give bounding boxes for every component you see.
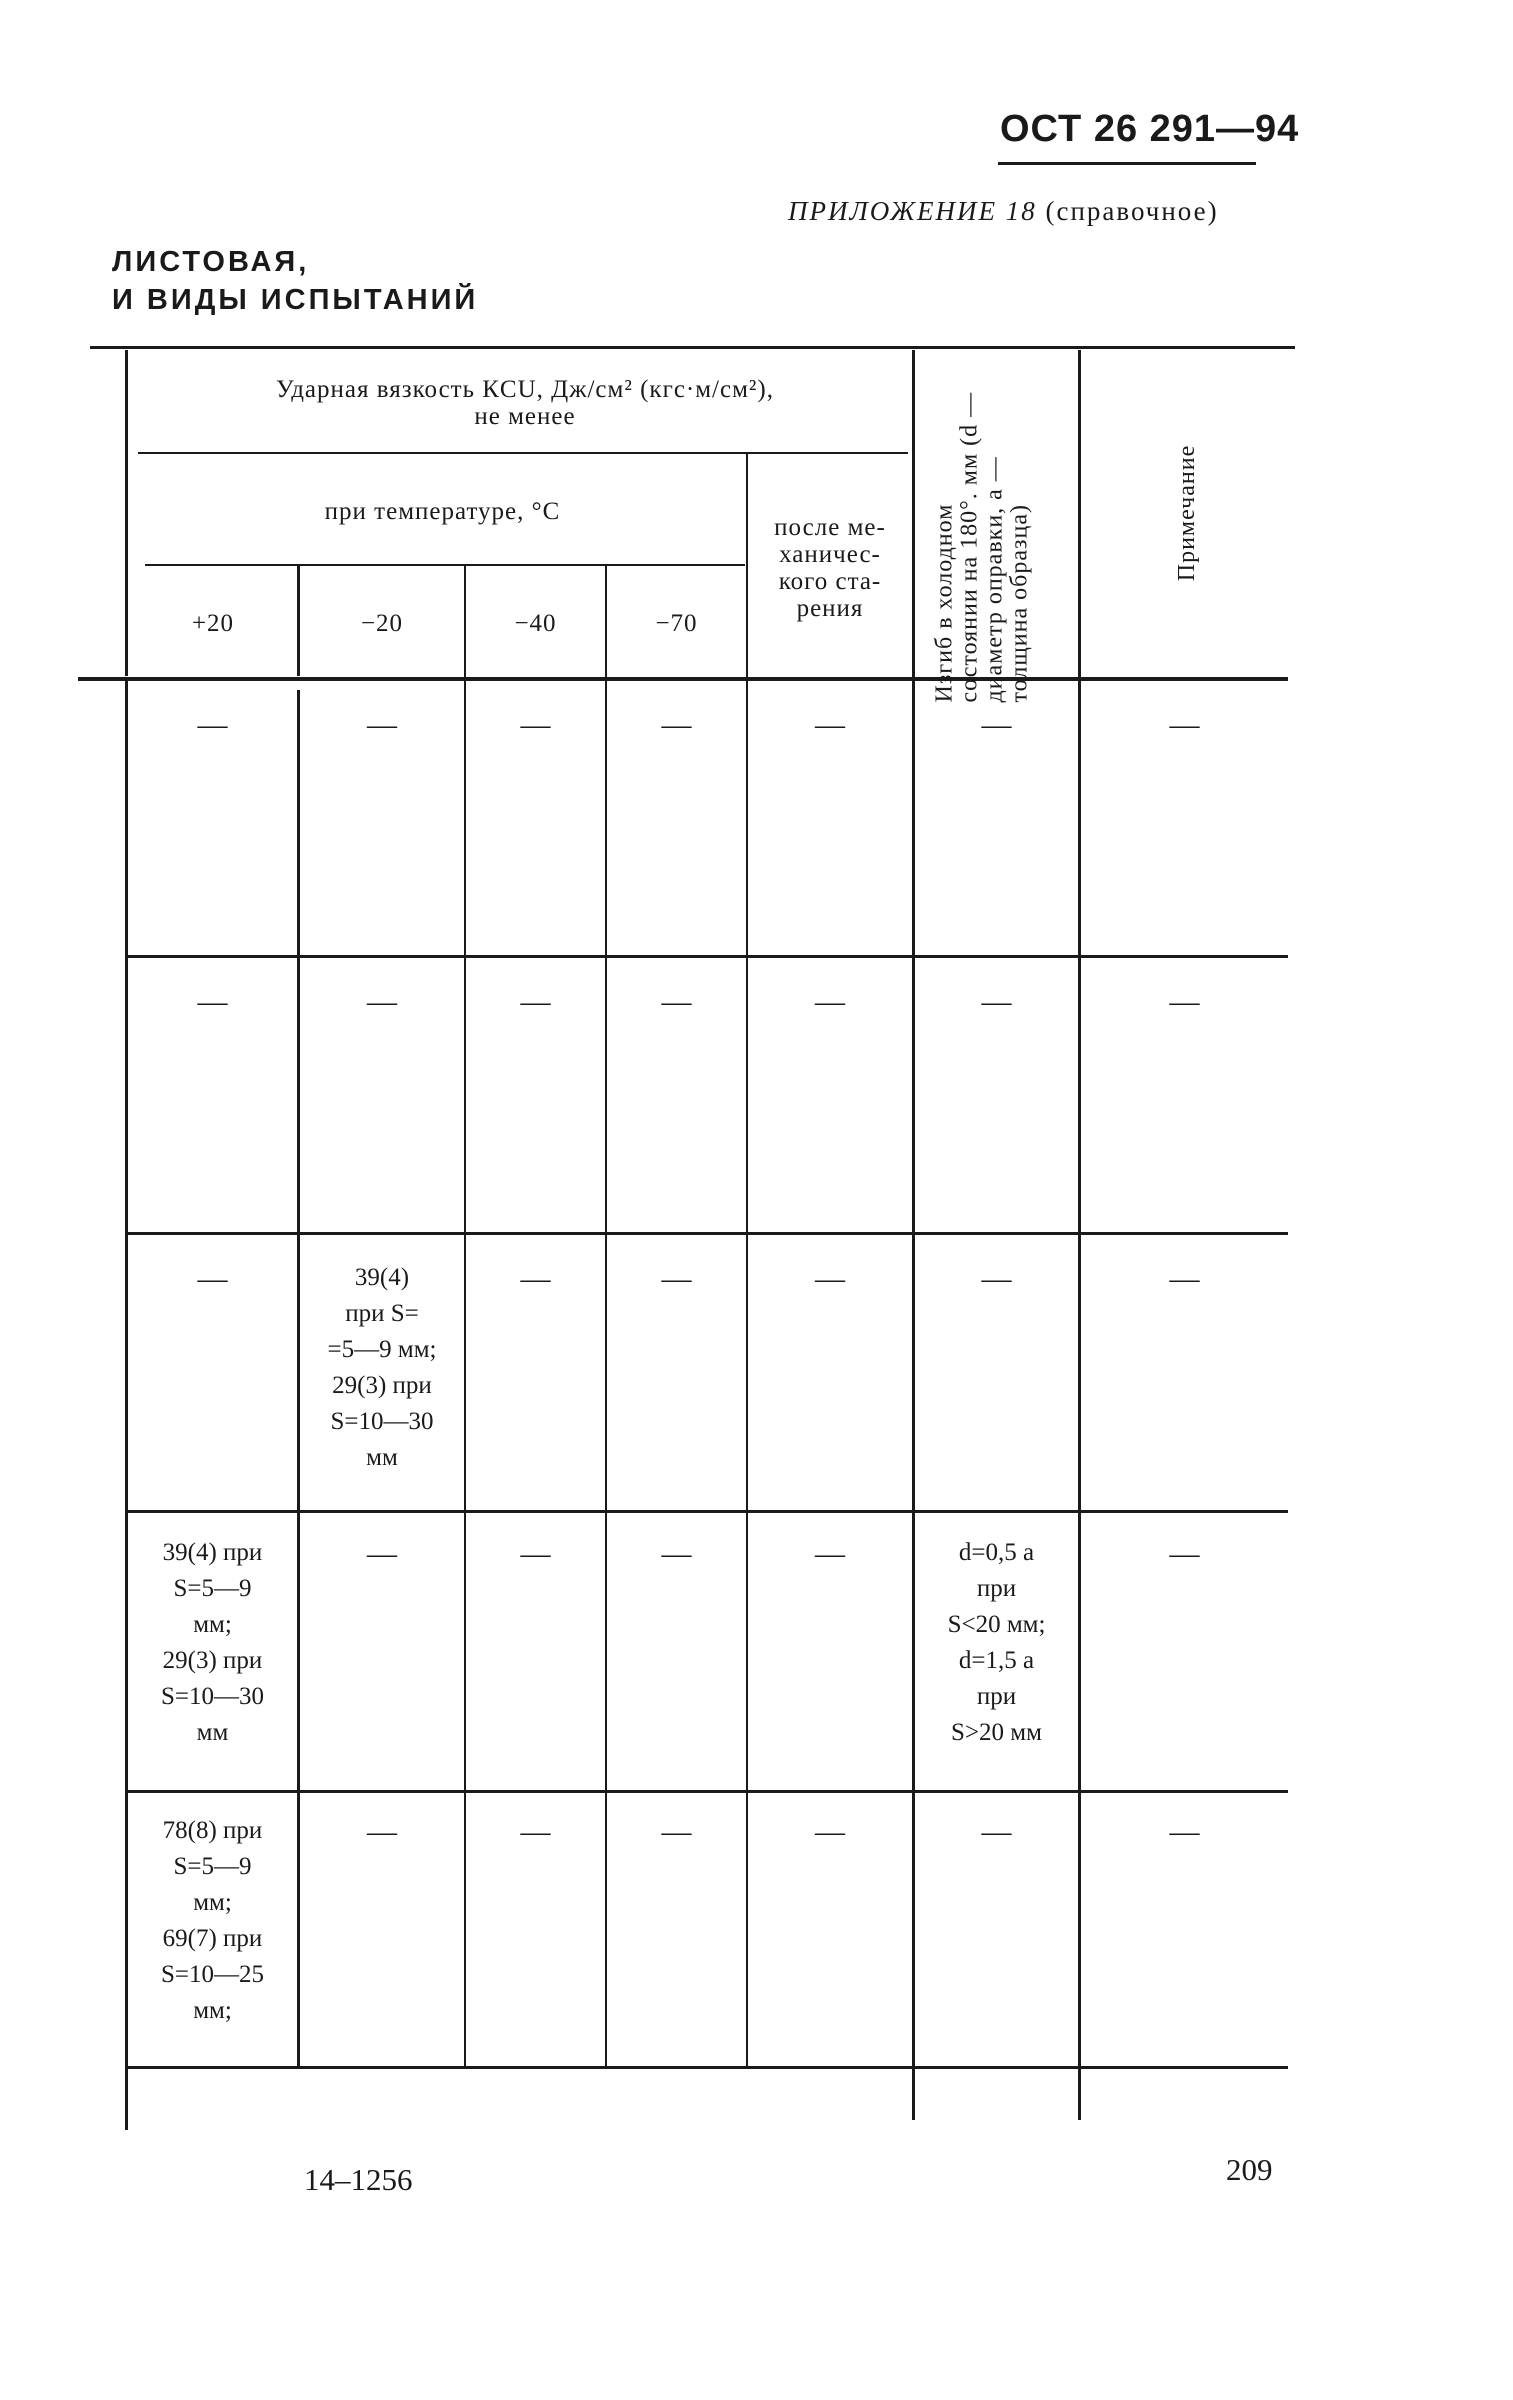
- table-cell-aging: [748, 987, 912, 1017]
- temp-plus20-header: +20: [191, 610, 235, 637]
- table-cell-line: —: [661, 708, 692, 741]
- table-cell-tm40: [466, 1539, 605, 1569]
- table-cell-line: —: [815, 985, 845, 1018]
- table-cell-line: —: [520, 708, 551, 741]
- table-cell-tm20: [300, 710, 464, 740]
- table-cell-line: S=5—9: [173, 1575, 252, 1602]
- table-cell-line: S>20 мм: [951, 1719, 1042, 1746]
- table-cell-line: d=0,5 а: [958, 1539, 1035, 1566]
- appendix-type: (справочное): [1045, 196, 1219, 226]
- row-rule-1: [128, 955, 1288, 958]
- table-cell-line: при: [976, 1683, 1017, 1710]
- table-cell-line: —: [815, 1537, 845, 1570]
- row-rule-5: [128, 2066, 1288, 2069]
- table-cell-line: 39(4) при: [162, 1539, 263, 1566]
- table-cell-line: S=5—9: [173, 1853, 252, 1880]
- table-cell-t20: [128, 1264, 297, 1294]
- table-cell-line: —: [981, 1262, 1012, 1295]
- table-cell-line: —: [520, 1537, 551, 1570]
- table-cell-line: 39(4): [354, 1264, 410, 1291]
- row-rule-4: [128, 1790, 1288, 1793]
- table-cell-line: —: [197, 708, 228, 741]
- table-cell-line: 69(7) при: [162, 1925, 263, 1952]
- title-line-1: ЛИСТОВАЯ,: [112, 246, 310, 278]
- table-cell-tm70: [607, 710, 746, 740]
- table-cell-line: —: [661, 1537, 692, 1570]
- table-top-rule: [90, 346, 1295, 349]
- table-cell-tm70: [607, 1817, 746, 1847]
- table-cell-line: —: [1169, 985, 1200, 1018]
- table-cell-t20: [128, 987, 297, 1017]
- note-header: Примечание: [1174, 444, 1200, 582]
- table-cell-note: [1081, 710, 1288, 740]
- table-cell-bend: [915, 710, 1078, 740]
- table-cell-line: —: [815, 1815, 845, 1848]
- impact-header-line-1: Ударная вязкость КCU, Дж/см² (кгс·м/см²),: [276, 376, 774, 403]
- table-cell-line: —: [981, 1815, 1012, 1848]
- table-cell-line: —: [815, 708, 845, 741]
- row-rule-2: [128, 1232, 1288, 1235]
- table-cell-t20: [128, 1813, 297, 2029]
- page-number: 209: [1226, 2152, 1273, 2187]
- impact-header: [140, 376, 910, 430]
- table-cell-bend: [915, 1264, 1078, 1294]
- table-cell-tm20: [300, 1539, 464, 1569]
- table-cell-aging: [748, 1539, 912, 1569]
- standard-code: ОСТ 26 291—94: [1000, 108, 1300, 150]
- temp-header: при температуре, °С: [324, 498, 561, 525]
- table-cell-line: —: [1169, 1537, 1200, 1570]
- appendix-caption: [788, 196, 1219, 227]
- row-rule-3: [128, 1510, 1288, 1513]
- table-cell-line: —: [815, 1262, 845, 1295]
- table-cell-tm40: [466, 987, 605, 1017]
- table-cell-line: мм: [196, 1719, 229, 1746]
- temp-header-rule: [145, 564, 745, 566]
- table-cell-line: мм: [366, 1444, 398, 1471]
- table-cell-line: —: [197, 1262, 228, 1295]
- table-cell-line: —: [197, 985, 228, 1018]
- table-cell-line: 29(3) при: [162, 1647, 263, 1674]
- table-cell-aging: [748, 1817, 912, 1847]
- table-cell-line: мм;: [193, 1611, 232, 1638]
- temp-minus20-header: −20: [360, 610, 404, 637]
- table-cell-line: —: [367, 1815, 397, 1848]
- col-divider-6: [1078, 350, 1081, 2120]
- aging-header-line: кого ста-: [778, 568, 882, 595]
- header-bottom-rule: [78, 677, 1288, 681]
- col-divider-5: [912, 350, 915, 2120]
- table-cell-note: [1081, 1264, 1288, 1294]
- table-cell-line: —: [1169, 1815, 1200, 1848]
- table-cell-line: —: [520, 985, 551, 1018]
- table-cell-line: —: [981, 708, 1012, 741]
- table-cell-line: —: [661, 1815, 692, 1848]
- table-cell-tm70: [607, 987, 746, 1017]
- table-cell-line: —: [661, 985, 692, 1018]
- table-cell-line: при: [976, 1575, 1017, 1602]
- table-cell-line: —: [661, 1262, 692, 1295]
- temp-minus70-header: −70: [655, 610, 698, 637]
- table-cell-line: =5—9 мм;: [327, 1336, 437, 1363]
- table-cell-line: —: [520, 1815, 551, 1848]
- table-cell-line: S<20 мм;: [947, 1611, 1046, 1638]
- table-cell-tm40: [466, 1264, 605, 1294]
- standard-code-underline: [998, 162, 1256, 165]
- aging-header: [748, 514, 912, 622]
- impact-header-rule: [138, 452, 908, 454]
- table-cell-line: S=10—25: [160, 1961, 264, 1988]
- table-cell-tm40: [466, 1817, 605, 1847]
- table-cell-line: мм;: [193, 1997, 232, 2024]
- table-cell-line: 29(3) при: [332, 1372, 432, 1399]
- table-cell-line: —: [367, 985, 397, 1018]
- table-cell-note: [1081, 1539, 1288, 1569]
- table-cell-line: —: [367, 1537, 397, 1570]
- table-cell-line: —: [520, 1262, 551, 1295]
- table-cell-line: —: [367, 708, 397, 741]
- aging-header-line: рения: [796, 595, 864, 622]
- table-cell-bend: [915, 1817, 1078, 1847]
- table-cell-tm40: [466, 710, 605, 740]
- table-cell-tm70: [607, 1264, 746, 1294]
- table-cell-line: d=1,5 а: [958, 1647, 1035, 1674]
- aging-header-line: ханичес-: [779, 541, 881, 568]
- temp-minus40-header: −40: [514, 610, 557, 637]
- table-cell-tm70: [607, 1539, 746, 1569]
- title-line-2: И ВИДЫ ИСПЫТАНИЙ: [112, 284, 479, 316]
- table-cell-aging: [748, 1264, 912, 1294]
- table-cell-t20: [128, 1535, 297, 1751]
- table-cell-line: —: [1169, 1262, 1200, 1295]
- table-cell-line: —: [1169, 708, 1200, 741]
- bend-header: Изгиб в холодном состоянии на 180°. мм (d — диаметр оправки, a — толщина образца): [931, 391, 1033, 703]
- table-cell-bend: [915, 1535, 1078, 1751]
- table-cell-line: —: [981, 985, 1012, 1018]
- table-cell-note: [1081, 1817, 1288, 1847]
- sheet-code: 14–1256: [304, 2162, 413, 2197]
- table-cell-t20: [128, 710, 297, 740]
- impact-header-line-2: не менее: [474, 403, 576, 430]
- table-cell-tm20: [300, 1817, 464, 1847]
- aging-header-line: после ме-: [774, 514, 886, 541]
- table-cell-tm20: [300, 1260, 464, 1476]
- table-cell-line: мм;: [193, 1889, 232, 1916]
- table-cell-note: [1081, 987, 1288, 1017]
- appendix-label: ПРИЛОЖЕНИЕ 18: [788, 196, 1037, 226]
- table-cell-aging: [748, 710, 912, 740]
- table-cell-line: S=10—30: [330, 1408, 434, 1435]
- table-cell-line: при S=: [345, 1300, 419, 1327]
- table-cell-line: 78(8) при: [162, 1817, 263, 1844]
- table-cell-bend: [915, 987, 1078, 1017]
- table-cell-tm20: [300, 987, 464, 1017]
- table-cell-line: S=10—30: [160, 1683, 264, 1710]
